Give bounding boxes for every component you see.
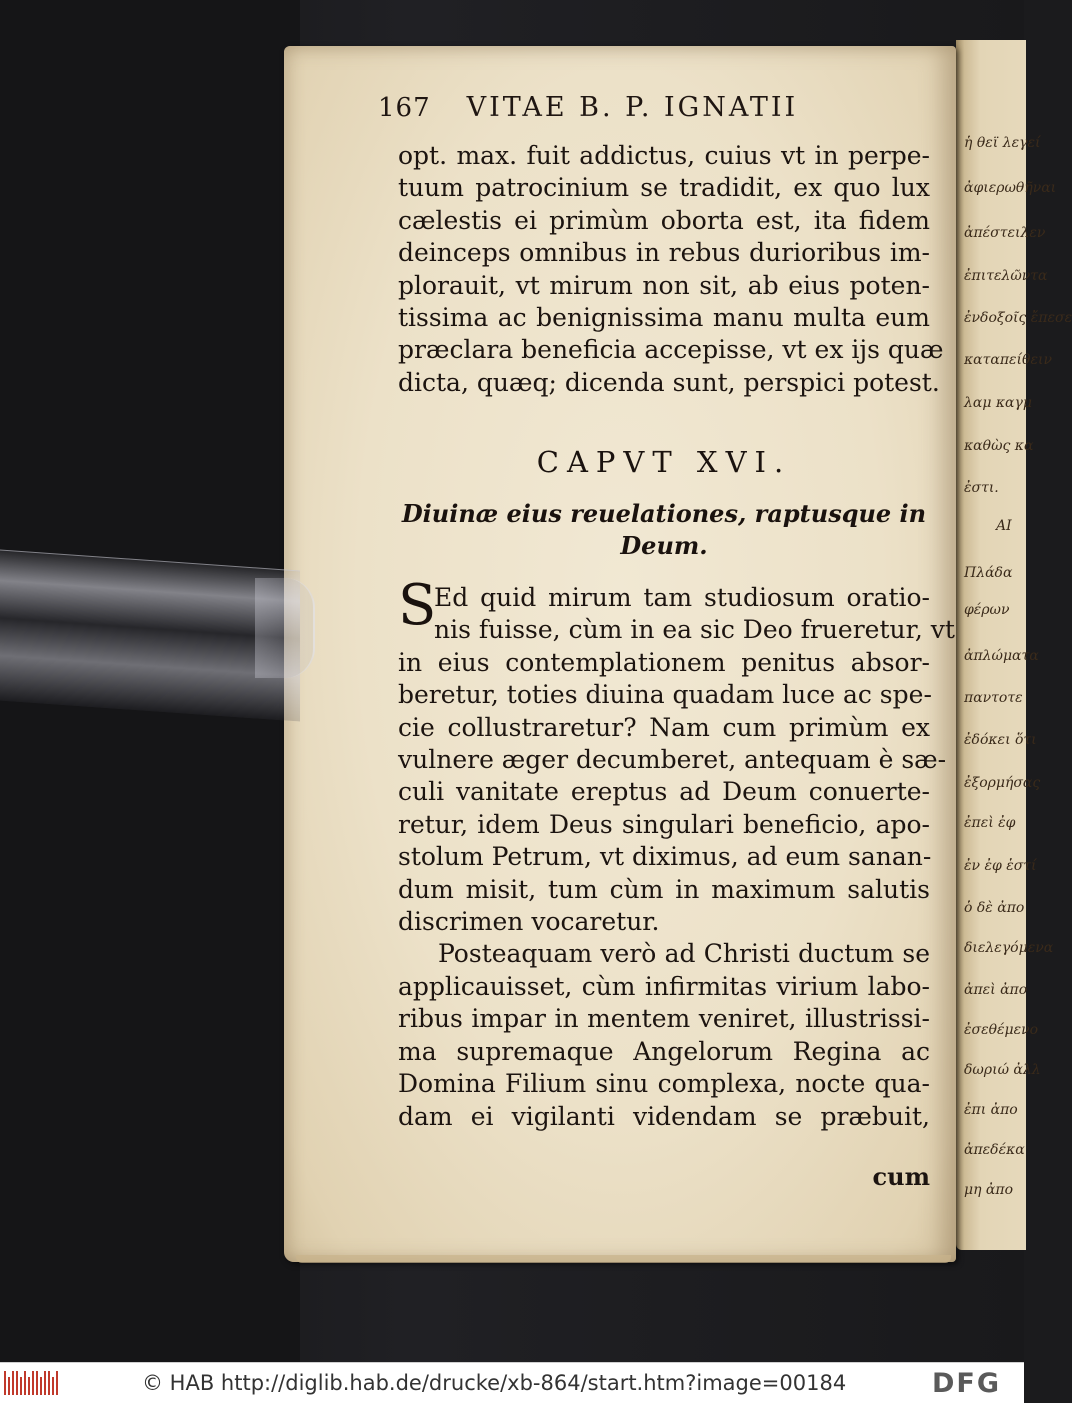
running-title: VITAE B. P. IGNATII [466, 92, 799, 123]
chapter-subtitle-line: Diuinæ eius reuelationes, raptusque in [401, 499, 927, 528]
facing-page-text-fragment: ἡ θεϊ λεγεί [964, 135, 1041, 151]
catchword: cum [872, 1162, 930, 1191]
facing-page-text-fragment: φέρων [964, 602, 1010, 618]
text-block-main [398, 582, 955, 1133]
facing-page-text-fragment: ἐν ἐφ ἑστί [964, 858, 1037, 874]
text-line: ma supremaque Angelorum Regina ac [398, 1036, 930, 1066]
text-line: tissima ac benignissima manu multa eum [398, 303, 930, 333]
facing-page-text-fragment: διελεγόμενα [964, 940, 1054, 956]
running-header [378, 92, 918, 123]
viewer-footer [0, 1362, 1024, 1403]
facing-page-text-fragment: ἐστι. [964, 480, 999, 496]
text-line: dum misit, tum cùm in maximum salutis [398, 874, 930, 904]
text-line: retur, idem Deus singulari beneficio, apo- [398, 809, 930, 839]
text-line: Posteaquam verò ad Christi ductum se [438, 939, 930, 969]
text-line: præclara beneficia accepisse, vt ex ijs quæ [398, 335, 944, 365]
text-line: applicauisset, cùm infirmitas virium labo- [398, 971, 930, 1001]
hab-barcode-logo [4, 1371, 58, 1395]
text-line: in eius contemplationem penitus absor- [398, 647, 930, 677]
text-line: ribus impar in mentem veniret, illustrissi- [398, 1004, 930, 1034]
text-line: Domina Filium sinu complexa, nocte qua- [398, 1069, 930, 1099]
drop-capital: S [398, 573, 437, 638]
text-line: discrimen vocaretur. [398, 907, 660, 937]
facing-page-text-fragment: ἐξορμήσας [964, 775, 1041, 791]
text-block-top [398, 140, 944, 399]
text-line: beretur, toties diuina quadam luce ac spe- [398, 680, 932, 710]
text-line: dicta, quæq; dicenda sunt, perspici potest. [398, 367, 940, 397]
chapter-heading: CAPVT XVI. [536, 445, 792, 479]
facing-page-text-fragment: ἀπέστειλεν [964, 225, 1046, 241]
glass-weight-tip [255, 578, 315, 678]
chapter-subtitle-line: Deum. [620, 531, 708, 560]
page-number: 167 [378, 93, 431, 123]
facing-page-text-fragment: καθὼς κα [964, 438, 1034, 454]
text-line: dam ei vigilanti videndam se præbuit, [398, 1101, 930, 1131]
text-line: Ed quid mirum tam studiosum oratio- [434, 583, 930, 612]
facing-page-text-fragment: μη ἀπο [964, 1182, 1014, 1198]
facing-page-text-fragment: ἀπλώματα [964, 648, 1039, 664]
facing-page-text-fragment: καταπείθειν [964, 352, 1052, 368]
text-line: cælestis ei primùm oborta est, ita fidem [398, 205, 930, 235]
facing-page-text-fragment: ἐπι ἀπο [964, 1102, 1018, 1118]
facing-page-text-fragment: ἐπιτελῶντα [964, 268, 1048, 284]
text-line: tuum patrocinium se tradidit, ex quo lux [398, 173, 930, 203]
facing-page-text-fragment: ἐσεθέμενο [964, 1022, 1039, 1038]
text-line: nis fuisse, cùm in ea sic Deo frueretur, vt [434, 615, 955, 645]
text-line: opt. max. fuit addictus, cuius vt in perpe- [398, 141, 930, 170]
facing-page-text-fragment: ἀπεδέκα [964, 1142, 1025, 1158]
facing-page-text-fragment: Πλάδα [964, 565, 1013, 581]
text-line: plorauit, vt mirum non sit, ab eius poten- [398, 270, 930, 300]
facing-page-text-fragment: λαμ καγμ [964, 395, 1032, 411]
dfg-logo: DFG [932, 1368, 1002, 1399]
facing-page-text-fragment: ἀφιερωθῆναι [964, 180, 1057, 196]
chapter-subtitle [398, 498, 930, 562]
facing-page-text-fragment: ὁ δὲ ἀπο [964, 900, 1025, 916]
facing-page-text-fragment: δωριώ ἀλλ [964, 1062, 1041, 1078]
facing-page-text-fragment: ἐπεὶ ἐφ [964, 815, 1016, 831]
facing-page-text-fragment: ἐνδοξοῖς ἔπεσε [964, 310, 1072, 326]
facing-page-text-fragment: ΑΙ [996, 518, 1012, 534]
facing-page-text-fragment: ἀπεὶ ἀπο [964, 982, 1028, 998]
text-line: vulnere æger decumberet, antequam è sæ- [398, 745, 947, 775]
facing-page-edge [956, 40, 1072, 1250]
facing-page-text-fragment: ἐδόκει ὅτι [964, 732, 1037, 748]
copyright-url[interactable]: © HAB http://diglib.hab.de/drucke/xb-864/start.htm?image=00184 [142, 1371, 847, 1395]
text-line: stolum Petrum, vt diximus, ad eum sanan- [398, 842, 932, 872]
facing-page-text-fragment: παντοτε [964, 690, 1023, 706]
text-line: cie collustraretur? Nam cum primùm ex [398, 712, 930, 742]
text-line: deinceps omnibus in rebus durioribus im- [398, 238, 930, 268]
text-line: culi vanitate ereptus ad Deum conuerte- [398, 777, 930, 807]
page-bottom-edge [296, 1255, 951, 1263]
